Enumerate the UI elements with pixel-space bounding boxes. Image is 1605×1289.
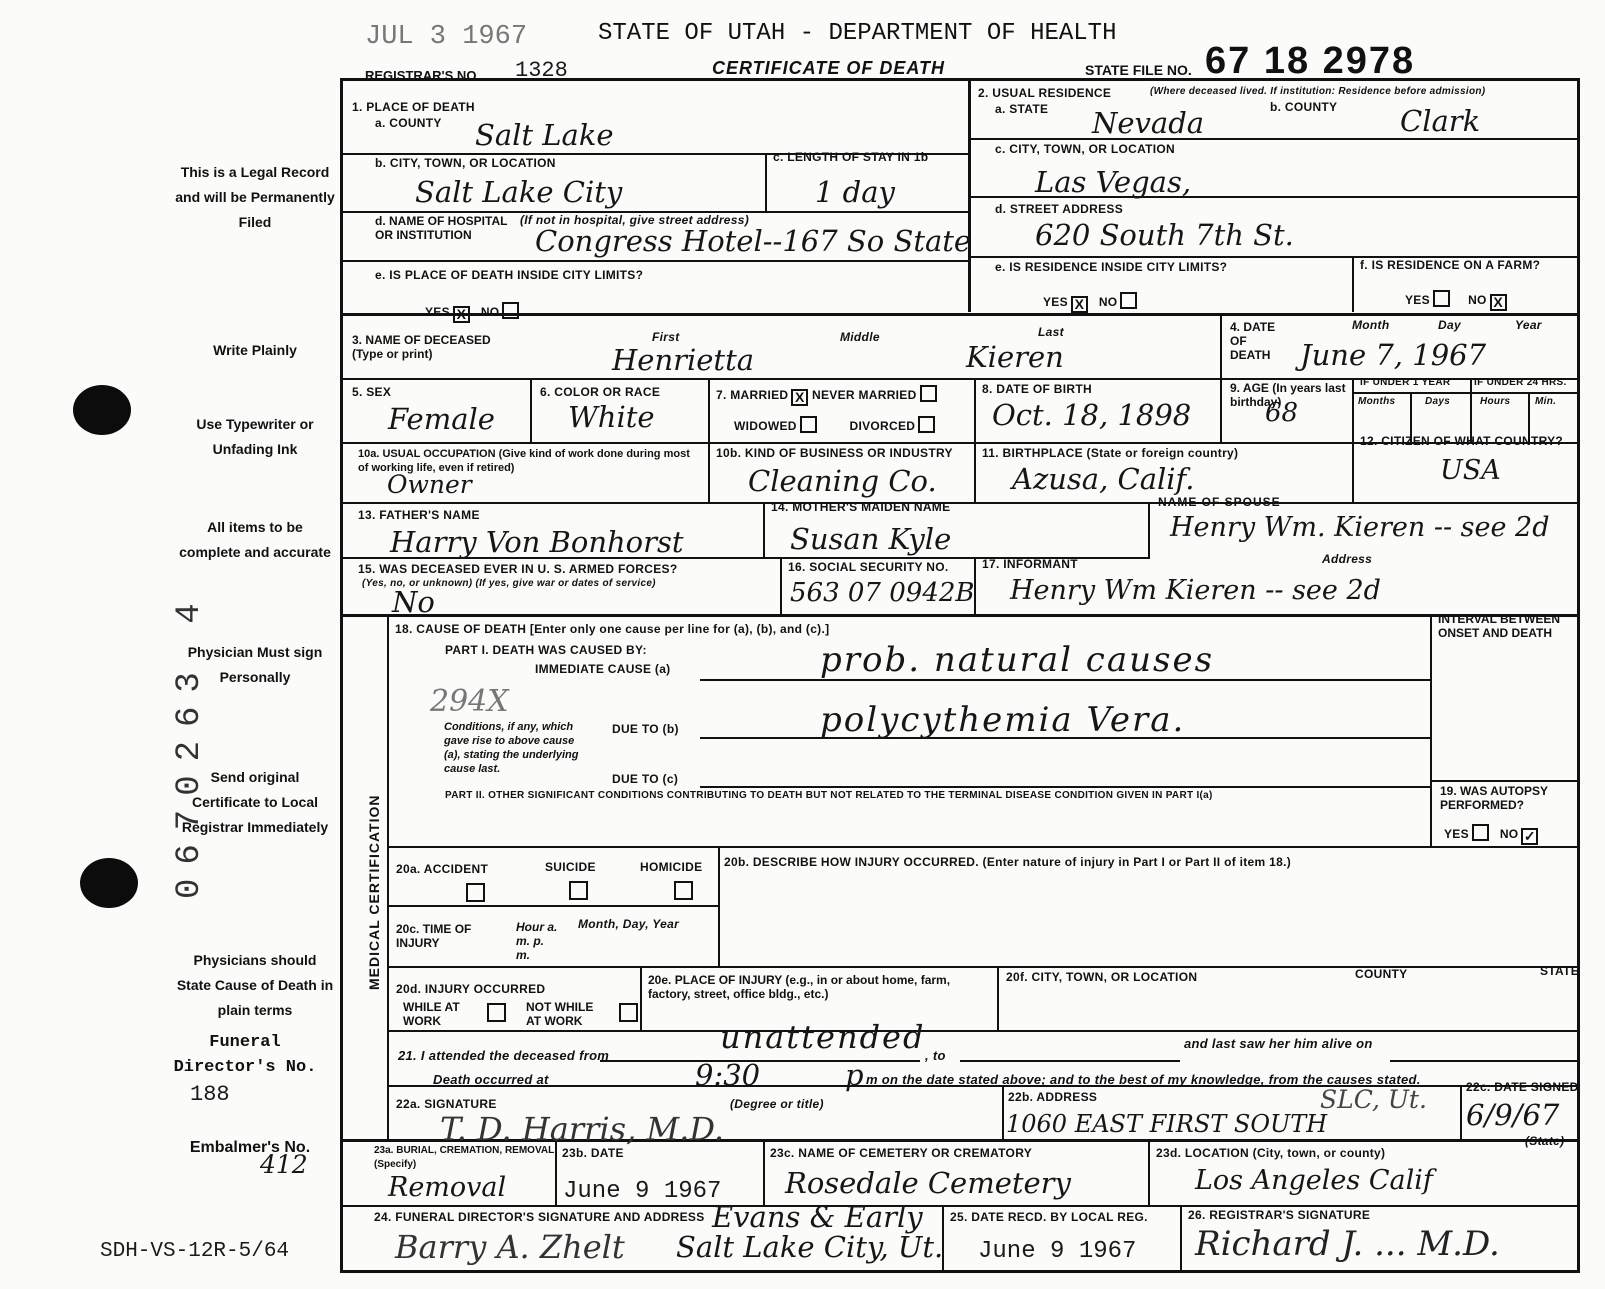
state-file-no: 67 18 2978 xyxy=(1205,40,1416,82)
informant-value: Henry Wm Kieren -- see 2d xyxy=(1010,575,1381,606)
state-file-label: STATE FILE NO. xyxy=(1085,62,1192,78)
yes-checkbox[interactable] xyxy=(1472,824,1489,841)
funeral-director-city: Salt Lake City, Ut. xyxy=(676,1230,944,1264)
ssn-value: 563 07 0942B xyxy=(790,578,975,608)
dob-label: 8. DATE OF BIRTH xyxy=(982,382,1092,396)
degree-label: (Degree or title) xyxy=(730,1097,824,1111)
armed-forces-label: 15. WAS DECEASED EVER IN U. S. ARMED FORCES? xyxy=(358,562,678,576)
funeral-director-label: Funeral Director's No. xyxy=(173,1033,317,1077)
day-label: Day xyxy=(1438,318,1461,332)
location-label: 23d. LOCATION (City, town, or county) xyxy=(1156,1146,1386,1160)
divorced-label: DIVORCED xyxy=(849,419,916,433)
hospital-note: (If not in hospital, give street address) xyxy=(520,213,750,227)
punch-hole-bottom xyxy=(80,858,138,908)
pod-inside-limits-checkboxes xyxy=(425,302,519,323)
injury-state-label: STATE xyxy=(1540,964,1580,978)
injury-how-label: 20b. DESCRIBE HOW INJURY OCCURRED. (Enter nature of injury in Part I or Part II of item 18.) xyxy=(724,855,1292,869)
spouse-value: Henry Wm. Kieren -- see 2d xyxy=(1170,512,1550,543)
due-to-b-value: polycythemia Vera. xyxy=(820,700,1186,740)
occupation-value: Owner xyxy=(387,470,472,499)
informant-address-label: Address xyxy=(1322,552,1373,566)
last-name-value: Kieren xyxy=(966,340,1064,374)
yes-checkbox[interactable]: X xyxy=(1071,296,1088,313)
res-inside-limits-label: e. IS RESIDENCE INSIDE CITY LIMITS? xyxy=(995,260,1228,274)
form-number: SDH-VS-12R-5/64 xyxy=(100,1240,290,1263)
res-city-label: c. CITY, TOWN, OR LOCATION xyxy=(995,142,1176,156)
business-label: 10b. KIND OF BUSINESS OR INDUSTRY xyxy=(716,446,953,460)
received-stamp: JUL 3 1967 xyxy=(365,22,528,52)
marital-status: 7. MARRIED X NEVER MARRIED xyxy=(716,385,937,406)
res-county-label: b. COUNTY xyxy=(1270,100,1338,114)
sex-value: Female xyxy=(388,402,495,436)
due-to-c-label: DUE TO (c) xyxy=(612,772,679,786)
no-label: NO xyxy=(1499,827,1519,841)
pod-county-label: a. COUNTY xyxy=(375,116,442,130)
date-of-death-label: 4. DATE OF DEATH xyxy=(1230,320,1276,362)
divorced-checkbox[interactable] xyxy=(918,416,935,433)
complete-note: All items to be complete and accurate xyxy=(179,519,331,560)
physician-city-state: SLC, Ut. xyxy=(1320,1085,1427,1114)
cemetery-label: 23c. NAME OF CEMETERY OR CREMATORY xyxy=(770,1146,1033,1160)
age-label: 9. AGE (In years last birthday) xyxy=(1230,381,1346,409)
never-married-label: NEVER MARRIED xyxy=(812,388,917,402)
physician-address-value: 1060 EAST FIRST SOUTH xyxy=(1006,1110,1328,1138)
under-1-year-label: IF UNDER 1 YEAR xyxy=(1360,377,1451,388)
burial-value: Removal xyxy=(388,1172,507,1203)
middle-label: Middle xyxy=(840,330,880,344)
funeral-director-signature: Barry A. Zhelt xyxy=(395,1228,625,1266)
armed-forces-value: No xyxy=(392,585,435,619)
business-value: Cleaning Co. xyxy=(748,464,937,498)
state-title: STATE OF UTAH - DEPARTMENT OF HEALTH xyxy=(598,20,1117,47)
due-to-b-label: DUE TO (b) xyxy=(612,722,679,736)
hospital-label: d. NAME OF HOSPITAL OR INSTITUTION xyxy=(375,214,508,242)
months-label: Months xyxy=(1358,396,1396,407)
month-label: Month xyxy=(1352,318,1390,332)
last-saw-label: and last saw her him alive on xyxy=(1184,1036,1373,1051)
physician-address-label: 22b. ADDRESS xyxy=(1008,1090,1098,1104)
pod-county-value: Salt Lake xyxy=(475,118,614,152)
pod-city-value: Salt Lake City xyxy=(415,175,623,209)
mother-value: Susan Kyle xyxy=(790,522,952,556)
yes-label: YES xyxy=(1405,293,1430,307)
armed-forces-note: (Yes, no, or unknown) (If yes, give war or dates of service) xyxy=(362,578,656,589)
write-plainly-note: Write Plainly xyxy=(213,342,297,358)
registrar-label: REGISTRAR'S NO. xyxy=(365,68,481,83)
registrar-no: 1328 xyxy=(515,58,568,83)
race-value: White xyxy=(568,400,655,434)
farm-label: f. IS RESIDENCE ON A FARM? xyxy=(1360,258,1541,272)
injury-city-label: 20f. CITY, TOWN, OR LOCATION xyxy=(1006,970,1198,984)
year-label: Year xyxy=(1515,318,1542,332)
certificate-title: CERTIFICATE OF DEATH xyxy=(712,58,945,78)
marital-status-2 xyxy=(734,416,935,433)
month-day-year-label: Month, Day, Year xyxy=(578,917,680,931)
registrar-signature-label: 26. REGISTRAR'S SIGNATURE xyxy=(1188,1208,1371,1222)
cemetery-value: Rosedale Cemetery xyxy=(785,1166,1071,1200)
date-received-value: June 9 1967 xyxy=(978,1238,1137,1265)
attended-label: 21. I attended the deceased from xyxy=(398,1048,610,1063)
hour-label: Hour a. m. p. m. xyxy=(516,920,558,962)
yes-label: YES xyxy=(1444,827,1469,841)
death-occurred-label: Death occurred at xyxy=(433,1072,549,1087)
pod-city-label: b. CITY, TOWN, OR LOCATION xyxy=(375,156,556,170)
send-original-note: Send original Certificate to Local Registrar Immediately xyxy=(181,769,329,835)
dob-value: Oct. 18, 1898 xyxy=(992,398,1192,432)
disposition-date-label: 23b. DATE xyxy=(562,1146,624,1160)
res-city-value: Las Vegas, xyxy=(1035,165,1192,199)
father-label: 13. FATHER'S NAME xyxy=(358,508,480,522)
embalmer-label: Embalmer's No. xyxy=(189,1139,311,1156)
married-label: MARRIED xyxy=(730,388,789,402)
interval-label: INTERVAL BETWEEN ONSET AND DEATH xyxy=(1438,612,1561,640)
attended-value: unattended xyxy=(720,1018,926,1056)
vertical-serial-number: 0670263 4 xyxy=(171,589,209,899)
punch-hole-top xyxy=(73,385,131,435)
location-value: Los Angeles Calif xyxy=(1195,1165,1433,1196)
physician-signature: T. D. Harris, M.D. xyxy=(440,1110,725,1148)
funeral-director-no: 188 xyxy=(190,1082,230,1107)
autopsy-checkboxes xyxy=(1444,824,1538,845)
homicide-label: HOMICIDE xyxy=(640,860,703,874)
typewriter-note: Use Typewriter or Unfading Ink xyxy=(196,416,314,457)
residence-note: (Where deceased lived. If institution: Residence before admission) xyxy=(1150,86,1486,97)
last-label: Last xyxy=(1038,325,1064,339)
not-while-at-work-checkbox[interactable] xyxy=(619,1003,638,1022)
physicians-cause-note: Physicians should State Cause of Death in plain terms xyxy=(176,952,334,1018)
widowed-checkbox[interactable] xyxy=(800,416,817,433)
res-state-label: a. STATE xyxy=(995,102,1049,116)
res-street-label: d. STREET ADDRESS xyxy=(995,202,1124,216)
time-of-injury-label: 20c. TIME OF INJURY xyxy=(396,922,472,950)
spouse-label: NAME OF SPOUSE xyxy=(1158,495,1281,509)
hospital-value: Congress Hotel--167 So State xyxy=(535,224,972,258)
injury-county-label: COUNTY xyxy=(1355,967,1408,981)
birthplace-label: 11. BIRTHPLACE (State or foreign country) xyxy=(982,446,1239,460)
length-of-stay-label: c. LENGTH OF STAY IN 1b xyxy=(773,150,929,164)
first-name-value: Henrietta xyxy=(612,343,755,377)
no-label: NO xyxy=(1098,295,1118,309)
informant-label: 17. INFORMANT xyxy=(982,557,1078,571)
min-label: Min. xyxy=(1535,396,1557,407)
widowed-label: WIDOWED xyxy=(734,419,797,433)
inside-limits-label: e. IS PLACE OF DEATH INSIDE CITY LIMITS? xyxy=(375,268,644,282)
burial-label: 23a. BURIAL, CREMATION, REMOVAL (Specify) xyxy=(374,1145,555,1170)
citizen-value: USA xyxy=(1440,455,1501,486)
legal-record-note: This is a Legal Record and will be Permanently Filed xyxy=(175,164,335,230)
never-married-checkbox[interactable] xyxy=(920,385,937,402)
mother-label: 14. MOTHER'S MAIDEN NAME xyxy=(771,500,951,514)
yes-checkbox[interactable] xyxy=(1433,290,1450,307)
immediate-cause-label: IMMEDIATE CAUSE (a) xyxy=(535,662,671,676)
homicide-checkbox[interactable] xyxy=(674,881,693,900)
embalmer-no: 412 xyxy=(260,1150,308,1179)
cause-of-death-label: 18. CAUSE OF DEATH [Enter only one cause per line for (a), (b), and (c).] xyxy=(395,622,830,636)
pm-value: p xyxy=(845,1058,864,1092)
yes-label: YES xyxy=(425,305,450,319)
date-signed-label: 22c. DATE SIGNED xyxy=(1466,1080,1579,1094)
place-of-death-label: 1. PLACE OF DEATH xyxy=(352,100,475,114)
no-checkbox[interactable] xyxy=(1120,292,1137,309)
suicide-checkbox[interactable] xyxy=(569,881,588,900)
under-24-hrs-label: IF UNDER 24 HRS. xyxy=(1474,377,1567,388)
farm-checkboxes xyxy=(1405,290,1507,311)
death-occurred-rest: m on the date stated above; and to the best of my knowledge, from the causes stated. xyxy=(866,1072,1421,1087)
residence-label: 2. USUAL RESIDENCE xyxy=(978,86,1112,100)
injury-occurred-label: 20d. INJURY OCCURRED xyxy=(396,982,546,996)
yes-label: YES xyxy=(1043,295,1068,309)
death-time-value: 9:30 xyxy=(695,1058,761,1092)
disposition-date-value: June 9 1967 xyxy=(563,1178,722,1205)
place-of-injury-label: 20e. PLACE OF INJURY (e.g., in or about home, farm, factory, street, office bldg., etc.) xyxy=(648,973,951,1001)
while-at-work-label: WHILE AT WORK xyxy=(403,1000,460,1028)
while-at-work-checkbox[interactable] xyxy=(487,1003,506,1022)
no-label: NO xyxy=(1468,293,1487,307)
funeral-director-name: Evans & Early xyxy=(712,1200,923,1234)
date-signed-value: 6/9/67 xyxy=(1466,1098,1560,1132)
part2-label: PART II. OTHER SIGNIFICANT CONDITIONS CONTRIBUTING TO DEATH BUT NOT RELATED TO THE TERMINAL DISEASE CONDITION GIVEN IN PART I(a) xyxy=(445,790,1213,801)
res-inside-limits-checkboxes xyxy=(1043,292,1137,313)
name-of-deceased-label: 3. NAME OF DECEASED (Type or print) xyxy=(352,333,491,361)
registrar-signature: Richard J. ... M.D. xyxy=(1195,1224,1500,1264)
physician-signature-label: 22a. SIGNATURE xyxy=(396,1097,497,1111)
to-label: , to xyxy=(925,1048,946,1063)
accident-label: 20a. ACCIDENT xyxy=(396,862,489,876)
physician-note: Physician Must sign Personally xyxy=(187,644,323,685)
accident-checkbox[interactable] xyxy=(466,883,485,902)
occupation-label: 10a. USUAL OCCUPATION (Give kind of work done during most of working life, even if retired) xyxy=(358,448,690,474)
days-label: Days xyxy=(1425,396,1451,407)
location-state-label: (State) xyxy=(1525,1134,1565,1148)
date-of-death-value: June 7, 1967 xyxy=(1300,338,1487,372)
hours-label: Hours xyxy=(1480,396,1511,407)
citizen-label: 12. CITIZEN OF WHAT COUNTRY? xyxy=(1360,434,1564,448)
no-checkbox[interactable]: ✓ xyxy=(1521,828,1538,845)
res-street-value: 620 South 7th St. xyxy=(1035,218,1294,252)
married-checkbox[interactable]: X xyxy=(791,389,808,406)
autopsy-label: 19. WAS AUTOPSY PERFORMED? xyxy=(1440,784,1548,812)
race-label: 6. COLOR OR RACE xyxy=(540,385,661,399)
no-checkbox[interactable] xyxy=(502,302,519,319)
res-county-value: Clark xyxy=(1400,104,1481,138)
medical-certification-label: MEDICAL CERTIFICATION xyxy=(366,794,382,990)
father-value: Harry Von Bonhorst xyxy=(390,525,684,559)
conditions-label: Conditions, if any, which gave rise to above cause (a), stating the underlying cause last. xyxy=(444,721,579,775)
ssn-label: 16. SOCIAL SECURITY NO. xyxy=(788,560,949,574)
part1-label: PART I. DEATH WAS CAUSED BY: xyxy=(445,643,647,657)
first-label: First xyxy=(652,330,680,344)
icd-code: 294X xyxy=(430,684,509,719)
res-state-value: Nevada xyxy=(1092,106,1205,140)
age-value: 68 xyxy=(1265,398,1299,428)
no-checkbox[interactable]: X xyxy=(1490,294,1507,311)
funeral-director-sig-label: 24. FUNERAL DIRECTOR'S SIGNATURE AND ADDRESS xyxy=(374,1210,705,1224)
sex-label: 5. SEX xyxy=(352,385,392,399)
immediate-cause-value: prob. natural causes xyxy=(820,640,1215,680)
not-while-at-work-label: NOT WHILE AT WORK xyxy=(526,1000,594,1028)
suicide-label: SUICIDE xyxy=(545,860,596,874)
no-label: NO xyxy=(480,305,500,319)
length-of-stay-value: 1 day xyxy=(815,175,895,209)
date-received-label: 25. DATE RECD. BY LOCAL REG. xyxy=(950,1210,1148,1224)
yes-checkbox[interactable]: X xyxy=(453,306,470,323)
birthplace-value: Azusa, Calif. xyxy=(1012,462,1195,496)
